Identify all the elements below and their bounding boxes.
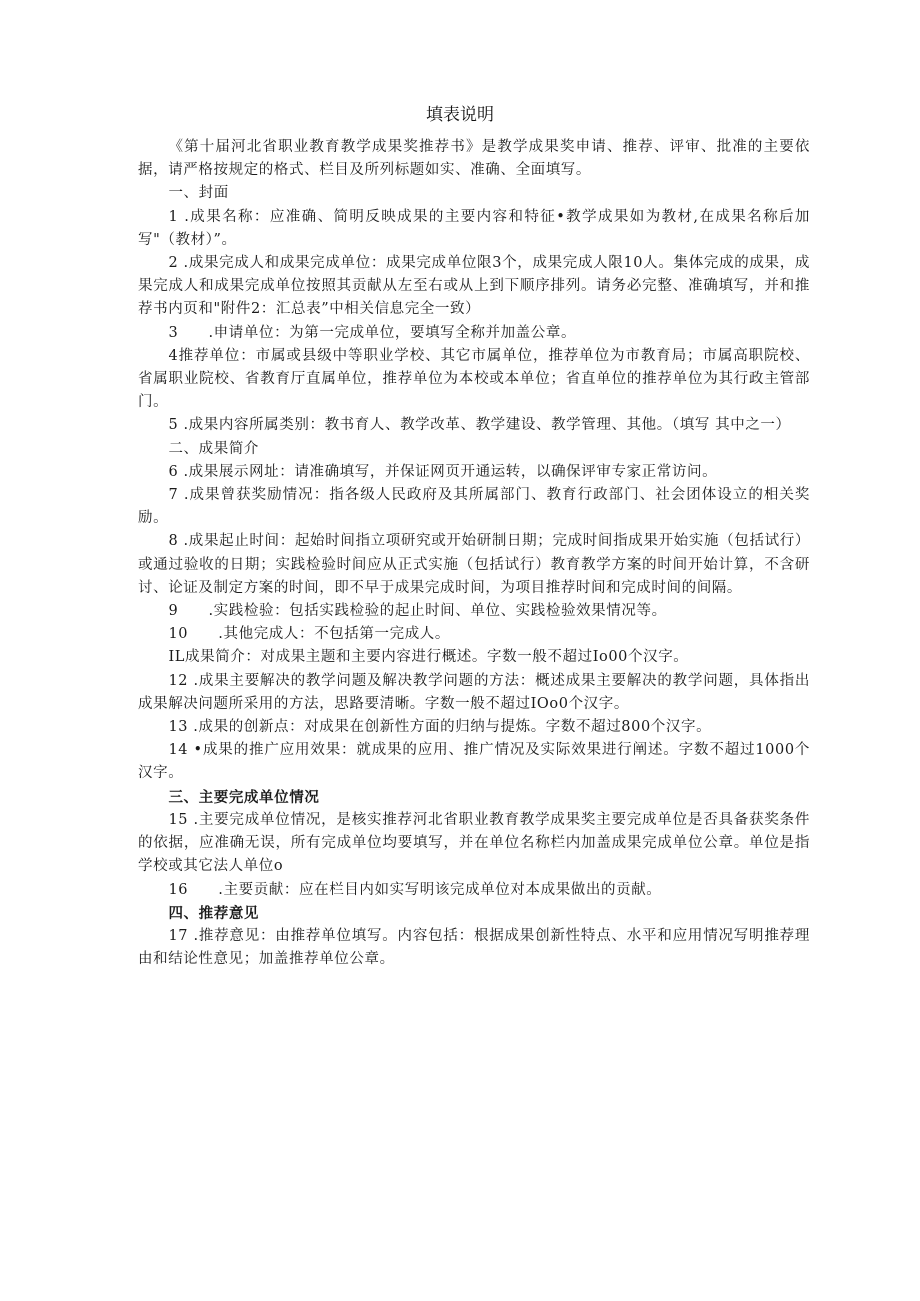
instruction-item-14: 14 •成果的推广应用效果：就成果的应用、推广情况及实际效果进行阐述。字数不超过1000个汉字。 — [138, 742, 810, 782]
section-heading-summary: 二、成果简介 — [168, 440, 260, 457]
section-heading-units: 三、主要完成单位情况 — [168, 788, 320, 806]
intro-paragraph: 《第十届河北省职业教育教学成果奖推荐书》是教学成果奖申请、推荐、评审、批准的主要依据，请严格按规定的格式、栏目及所列标题如实、准确、全面填写。 — [138, 139, 810, 179]
section-heading-cover: 一、封面 — [168, 185, 229, 202]
instruction-item-7: 7 .成果曾获奖励情况：指各级人民政府及其所属部门、教育行政部门、社会团体设立的相关奖励。 — [138, 487, 810, 527]
instruction-item-5: 5 .成果内容所属类别：教书育人、教学改革、教学建设、教学管理、其他。（填写 其中之一） — [168, 417, 791, 434]
instruction-item-11: IL成果简介：对成果主题和主要内容进行概述。字数一般不超过Io00个汉字。 — [168, 649, 689, 666]
instruction-item-4: 4推荐单位：市属或县级中等职业学校、其它市属单位，推荐单位为市教育局；市属高职院校、省属职业院校、省教育厅直属单位，推荐单位为本校或本单位；省直单位的推荐单位为其行政主管部门。 — [138, 347, 810, 411]
section-heading-recommend: 四、推荐意见 — [168, 904, 260, 922]
instruction-item-8: 8 .成果起止时间：起始时间指立项研究或开始研制日期；完成时间指成果开始实施（包括试行）或通过验收的日期；实践检验时间应从正式实施（包括试行）教育教学方案的时间开始计算，不含研讨、论证及制定方案的时间，即不早于成果完成时间，为项目推荐时间和完成时间的间隔。 — [138, 533, 810, 596]
instruction-item-16: 16 .主要贡献：应在栏目内如实写明该完成单位对本成果做出的贡献。 — [168, 881, 662, 898]
instruction-item-15: 15 .主要完成单位情况，是核实推荐河北省职业教育教学成果奖主要完成单位是否具备获奖条件的依据，应准确无误，所有完成单位均要填写，并在单位名称栏内加盖成果完成单位公章。单位是指学校或其它法人单位o — [138, 811, 810, 875]
instruction-item-6: 6 .成果展示网址：请准确填写，并保证网页开通运转，以确保评审专家正常访问。 — [168, 463, 718, 480]
instruction-item-3: 3 .申请单位：为第一完成单位，要填写全称并加盖公章。 — [168, 324, 577, 341]
instruction-item-17: 17 .推荐意见：由推荐单位填写。内容包括：根据成果创新性特点、水平和应用情况写明推荐理由和结论性意见；加盖推荐单位公章。 — [138, 927, 810, 968]
page-title: 填表说明 — [426, 105, 494, 125]
instruction-item-1: 1 .成果名称：应准确、简明反映成果的主要内容和特征•教学成果如为教材,在成果名称后加写"（教材）”。 — [138, 208, 810, 248]
instruction-item-13: 13 .成果的创新点：对成果在创新性方面的归纳与提炼。字数不超过800个汉字。 — [168, 719, 712, 736]
instruction-item-10: 10 .其他完成人：不包括第一完成人。 — [168, 626, 450, 643]
instruction-item-12: 12 .成果主要解决的教学问题及解决教学问题的方法：概述成果主要解决的教学问题，具体指出成果解决问题所采用的方法，思路要清晰。字数一般不超过IOo0个汉字。 — [138, 672, 810, 712]
instruction-item-2: 2 .成果完成人和成果完成单位：成果完成单位限3个，成果完成人限10人。集体完成的成果，成果完成人和成果完成单位按照其贡献从左至右或从上到下顺序排列。请务必完整、准确填写，并和推荐书内页和"附件2：汇总表”中相关信息完全一致） — [138, 255, 810, 318]
instruction-item-9: 9 .实践检验：包括实践检验的起止时间、单位、实践检验效果情况等。 — [168, 603, 667, 620]
instructions-body — [138, 136, 810, 971]
